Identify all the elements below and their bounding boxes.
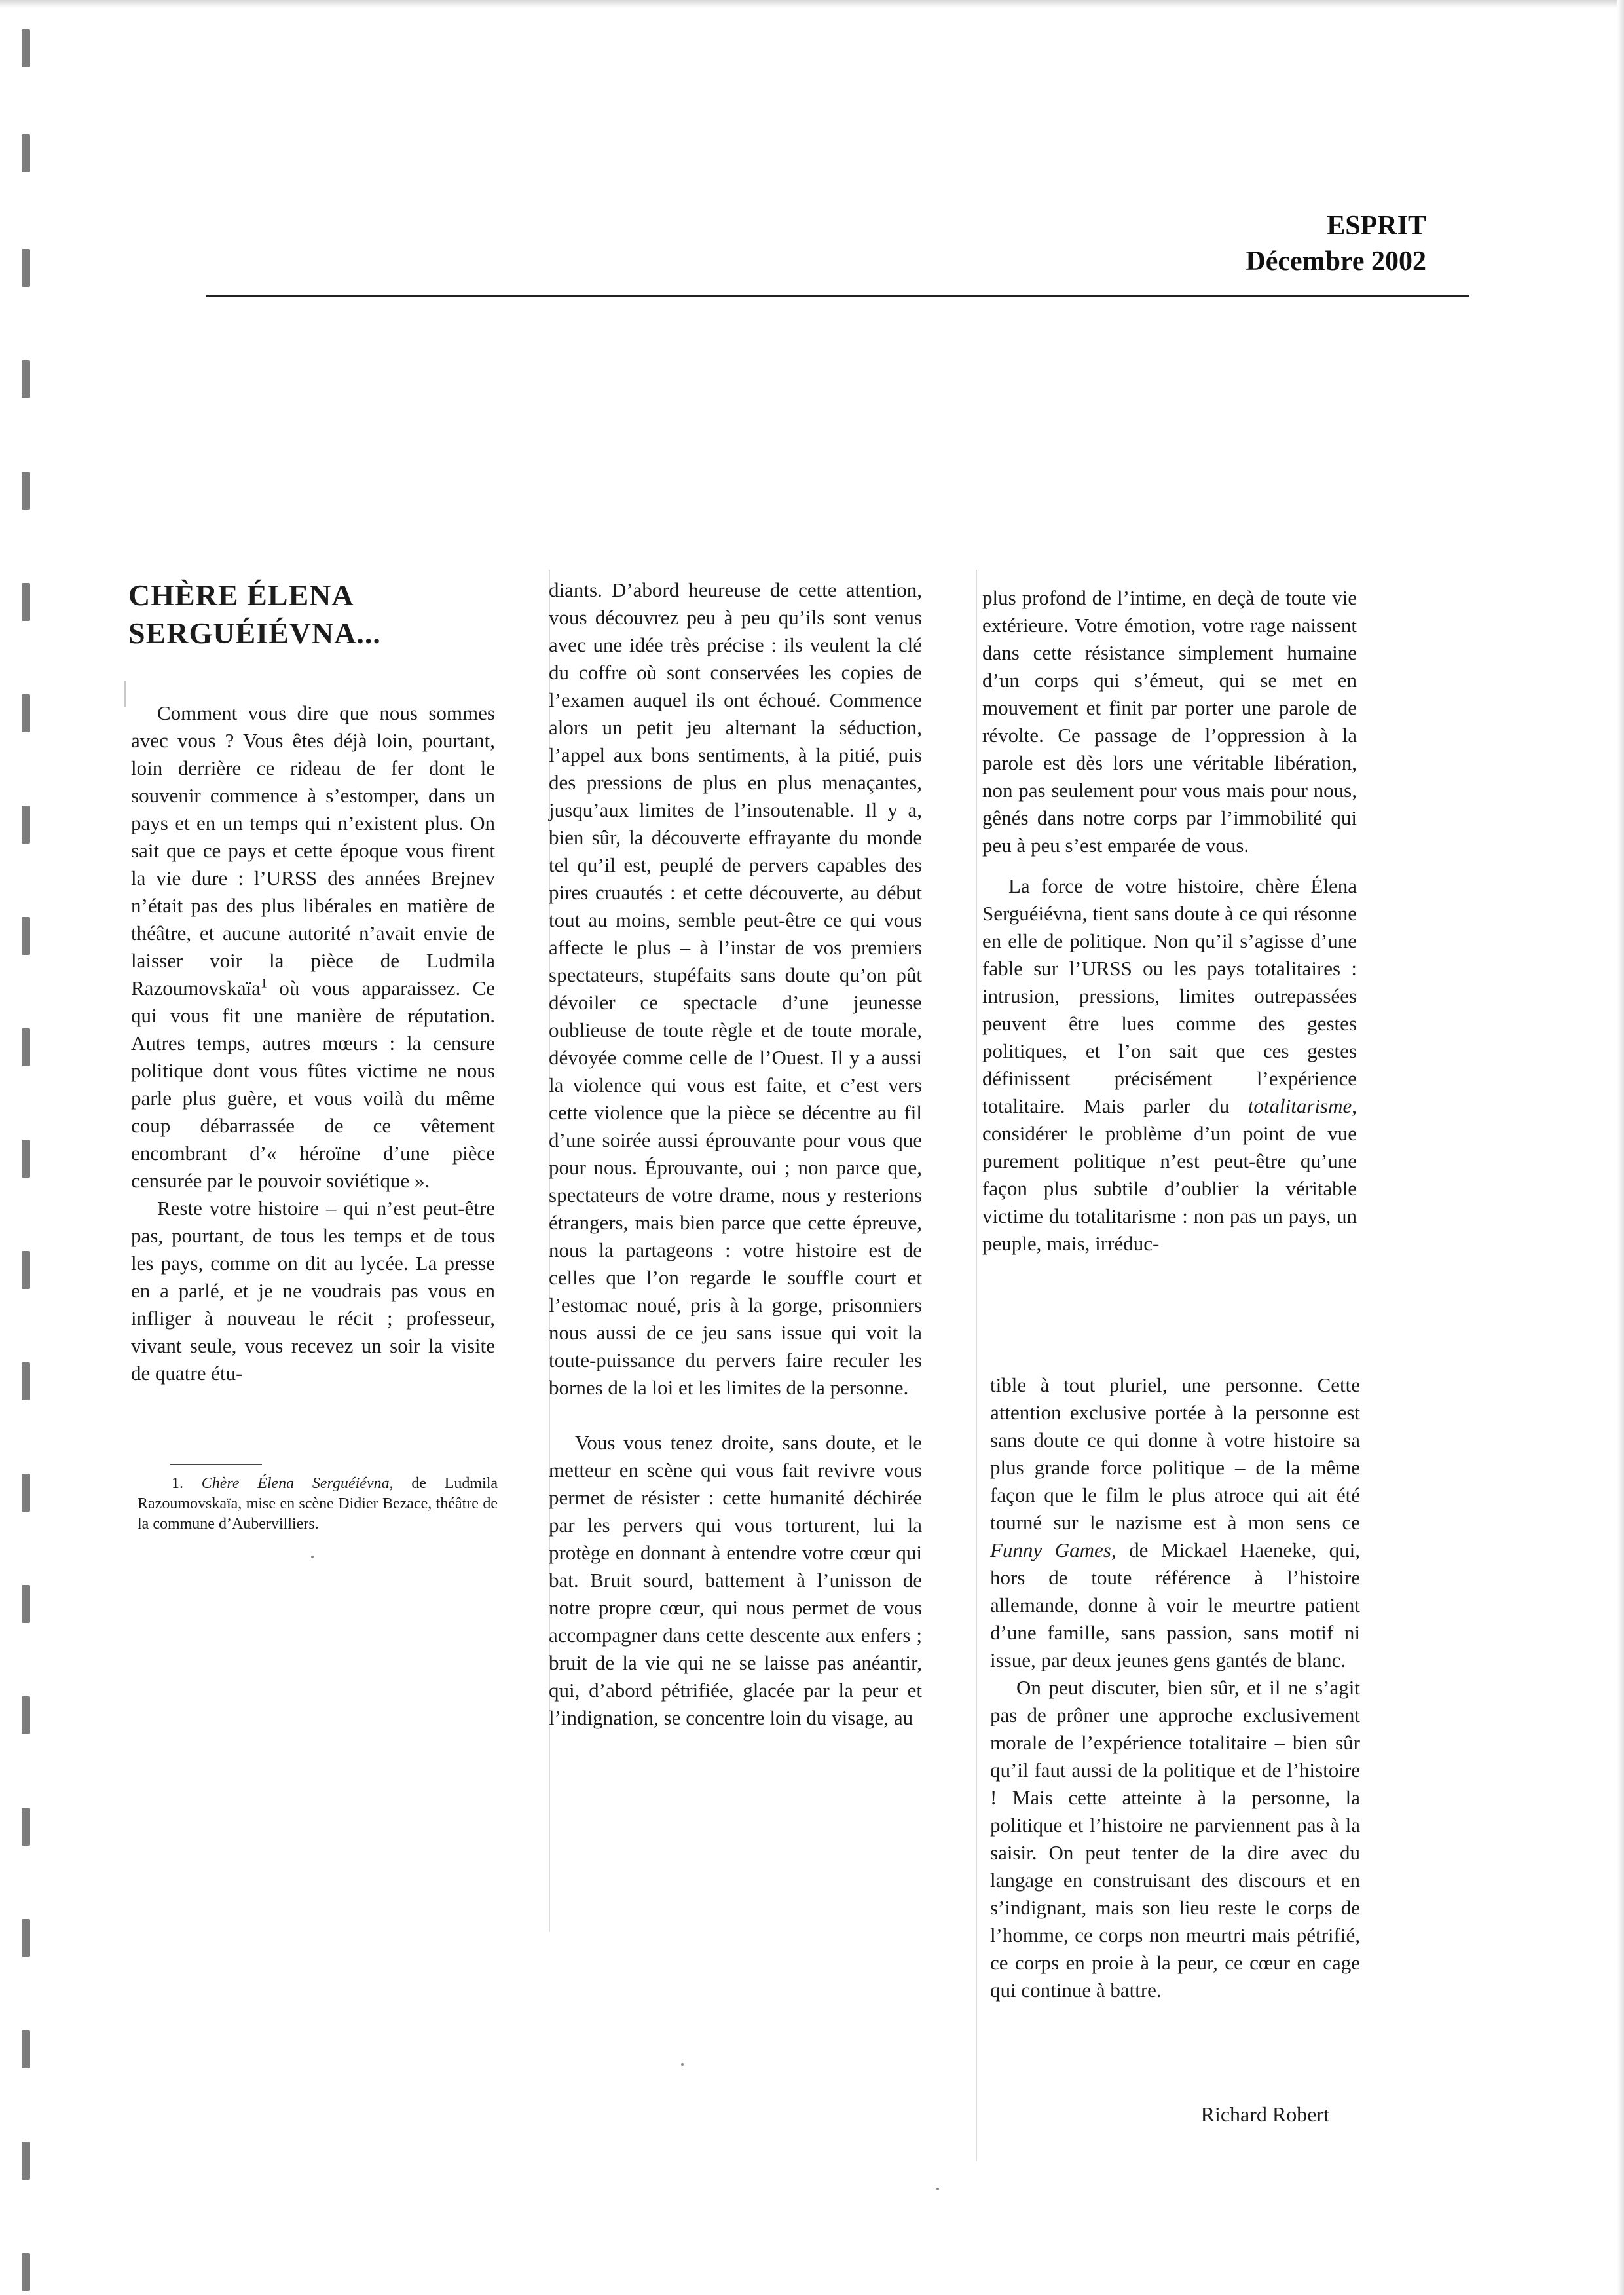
binding-hole bbox=[22, 694, 30, 732]
article-paragraph bbox=[990, 1371, 1360, 1674]
author-signature: Richard Robert bbox=[1200, 2102, 1329, 2126]
article-title bbox=[128, 576, 381, 652]
article-title-line-1: CHÈRE ÉLENA bbox=[128, 578, 354, 612]
publication-date: Décembre 2002 bbox=[1246, 246, 1426, 276]
binding-hole bbox=[22, 1585, 30, 1623]
binding-hole bbox=[22, 2030, 30, 2068]
binding-hole bbox=[22, 1362, 30, 1400]
footnote-text: , de Ludmila Razoumovskaïa, mise en scène Didier Bezace, théâtre de la commune d’Aubervilliers. bbox=[138, 1475, 498, 1533]
binding-hole bbox=[22, 1919, 30, 1957]
binding-hole bbox=[22, 1808, 30, 1846]
article-paragraph: plus profond de l’intime, en deçà de toute vie extérieure. Votre émotion, votre rage naissent dans cette résistance simplement humaine d’un corps qui s’émeut, qui se met en mouvement et finit par porter une parole de révolte. Ce passage de l’oppression à la parole est dès lors une véritable libération, non pas seulement pour vous mais pour nous, gênés dans notre corps par l’immobilité qui peu à peu s’est emparée de vous. bbox=[982, 586, 1357, 857]
emphasis-text: Funny Games bbox=[990, 1539, 1111, 1561]
article-paragraph: Reste votre histoire – qui n’est peut-être pas, pourtant, de tous les temps et de tous les pays, comme on dit au lycée. La presse en a parlé, et je ne voudrais pas vous en infliger à nouveau le récit ; professeur, vivant seule, vous recevez un soir la visite de quatre étu- bbox=[131, 1197, 495, 1385]
article-column-2 bbox=[549, 576, 922, 1732]
paragraph-text: tible à tout pluriel, une personne. Cette attention exclusive portée à la personne est sans doute ce qui donne à votre histoire sa plus grande force politique – de la même façon que le film le plus atroce qui ait été tourné sur le nazisme est à mon sens ce bbox=[990, 1373, 1360, 1534]
binding-hole bbox=[22, 249, 30, 287]
page-top-edge bbox=[0, 0, 1624, 8]
scan-speck bbox=[681, 2063, 684, 2066]
article-column-1 bbox=[131, 700, 495, 1387]
paragraph-text: , de Mickael Haeneke, qui, hors de toute référence à l’histoire allemande, donne à voir le meurtre patient d’une famille, sans passion, sans motif ni issue, par deux jeunes gens gantés de blanc. bbox=[990, 1539, 1360, 1671]
clipping-edge bbox=[976, 570, 977, 2161]
article-title-line-2: SERGUÉIÉVNA... bbox=[128, 616, 381, 650]
article-paragraph bbox=[131, 700, 495, 1195]
footnote bbox=[138, 1474, 498, 1535]
binding-hole bbox=[22, 360, 30, 398]
binding-hole bbox=[22, 917, 30, 955]
paragraph-text: La force de votre histoire, chère Élena Serguéiévna, tient sans doute à ce qui résonne en elle de politique. Non qu’il s’agisse d’une fable sur l’URSS ou les pays totalitaires : intrusion, pressions, limites outrepassées peuvent être lues comme des gestes politiques, et l’on sait que ces gestes définissent précisément l’expérience totalitaire. Mais parler du bbox=[982, 874, 1357, 1117]
binding-hole bbox=[22, 134, 30, 172]
footnote-reference: 1 bbox=[261, 976, 268, 991]
publication-name: ESPRIT bbox=[1327, 211, 1426, 241]
paragraph-text: , considérer le problème d’un point de vue purement politique n’est peut-être qu’une façon plus subtile d’oublier la véritable victime du totalitarisme : non pas un pays, un peuple, mais, irréduc- bbox=[982, 1094, 1357, 1255]
binding-hole bbox=[22, 1474, 30, 1512]
binding-hole bbox=[22, 2253, 30, 2291]
article-paragraph: diants. D’abord heureuse de cette attention, vous découvrez peu à peu qu’ils sont venus avec une idée très précise : ils veulent la clé du coffre où sont conservées les copies de l’examen auquel ils ont échoué. Commence alors un petit jeu alternant la séduction, l’appel aux bons sentiments, à la pitié, puis des pressions de plus en plus menaçantes, jusqu’aux limites de l’insoutenable. Il y a, bien sûr, la découverte effrayante du monde tel qu’il est, peuplé de pervers capables des pires cruautés : et cette découverte, au début tout au moins, semble peut-être ce qui vous affecte le plus – à l’instar de vos premiers spectateurs, stupéfaits sans doute qu’on pût dévoiler ce spectacle d’une jeunesse oublieuse de toute règle et de toute morale, dévoyée comme celle de l’Ouest. Il y a aussi la violence qui vous est faite, et c’est vers cette violence que la pièce se décentre au fil d’une soirée aussi éprouvante pour vous que pour nous. Éprouvante, oui ; non parce que, spectateurs de votre drame, nous y resterions étrangers, mais bien parce que cette épreuve, nous la partageons : votre histoire est de celles que l’on regarde le souffle court et l’estomac noué, pris à la gorge, prisonniers nous aussi de ce jeu sans issue qui voit la toute-puissance du pervers faire reculer les bornes de la loi et les limites de la personne. bbox=[549, 578, 922, 1399]
emphasis-text: totalitarisme bbox=[1247, 1094, 1352, 1117]
article-paragraph: On peut discuter, bien sûr, et il ne s’agit pas de prôner une approche exclusivement morale de l’expérience totalitaire – bien sûr qu’il faut aussi de la politique et de l’histoire ! Mais cette atteinte à la personne, la politique et l’histoire ne parviennent pas à la saisir. On peut tenter de la dire avec du langage en construisant des discours et en s’indignant, mais son lieu reste le corps de l’homme, ce corps non meurtri mais pétrifié, ce corps en proie à la peur, ce cœur en cage qui continue à battre. bbox=[990, 1676, 1360, 2002]
scan-speck bbox=[936, 2188, 939, 2190]
binding-hole bbox=[22, 806, 30, 844]
binding-hole bbox=[22, 583, 30, 621]
article-column-3-top bbox=[982, 584, 1357, 1258]
article-column-3-bottom bbox=[990, 1371, 1360, 2004]
footnote-rule bbox=[170, 1464, 262, 1465]
binding-hole bbox=[22, 1696, 30, 1734]
binding-hole bbox=[22, 472, 30, 510]
header-rule bbox=[206, 295, 1469, 297]
article-paragraph: Vous vous tenez droite, sans doute, et le metteur en scène qui vous fait revivre vous permet de résister : cette humanité déchirée par les pervers qui vous torturent, lui la protège en donnant à entendre votre cœur qui bat. Bruit sourd, battement à l’unisson de notre propre cœur, qui nous permet de vous accompagner dans cette descente aux enfers ; bruit de la vie qui ne se laisse pas anéantir, qui, d’abord pétrifiée, glacée par la peur et l’indignation, se concentre loin du visage, au bbox=[549, 1431, 922, 1729]
binding-hole bbox=[22, 1140, 30, 1178]
page-right-edge bbox=[1617, 0, 1624, 2295]
scan-speck bbox=[311, 1556, 314, 1558]
binding-hole bbox=[22, 2142, 30, 2180]
footnote-title: Chère Élena Serguéiévna bbox=[201, 1475, 390, 1492]
binding-hole bbox=[22, 29, 30, 67]
paragraph-text: où vous apparaissez. Ce qui vous fit une manière de réputation. Autres temps, autres mœurs : la censure politique dont vous fûtes victime ne nous parle plus guère, et vous voilà du même coup débarrassée de ce vêtement encombrant d’« héroïne d’une pièce censurée par le pouvoir soviétique ». bbox=[131, 977, 495, 1192]
footnote-number: 1. bbox=[172, 1475, 183, 1492]
binding-hole bbox=[22, 1028, 30, 1066]
clipping-edge bbox=[124, 681, 126, 707]
article-paragraph bbox=[982, 872, 1357, 1258]
binding-hole bbox=[22, 1251, 30, 1289]
publication-header bbox=[1246, 208, 1426, 279]
paragraph-text: Comment vous dire que nous sommes avec vous ? Vous êtes déjà loin, pourtant, loin derrière ce rideau de fer dont le souvenir commence à s’estomper, dans un pays et en un temps qui n’existent plus. On sait que ce pays et cette époque vous firent la vie dure : l’URSS des années Brejnev n’était pas des plus libérales en matière de théâtre, et aucune autorité n’avait envie de laisser voir la pièce de Ludmila Razoumovskaïa bbox=[131, 701, 495, 999]
